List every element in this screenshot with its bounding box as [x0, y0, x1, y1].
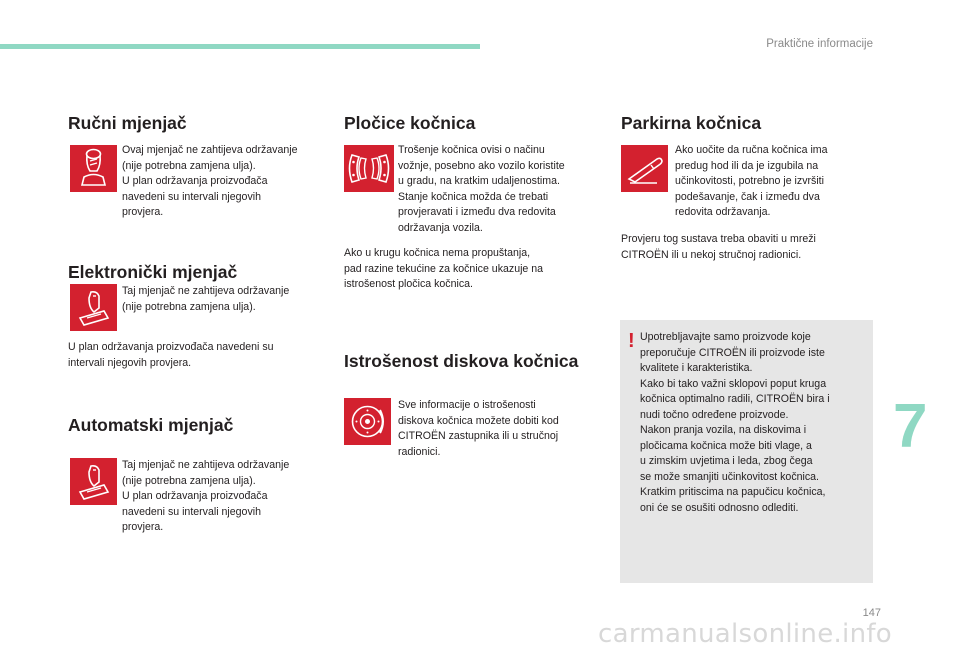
brake-disc-icon [344, 398, 391, 445]
header-accent-bar [0, 44, 480, 49]
brake-discs-text: Sve informacije o istrošenosti diskova kočnica možete dobiti kod CITROËN zastupnika ili u stručnoj radionici. [398, 399, 559, 458]
electronic-gear-lever-icon [70, 284, 117, 331]
automatic-gearbox-text: Taj mjenjač ne zahtijeva održavanje (nije potrebna zamjena ulja). U plan održavanja proizvođača navedeni su intervali njegovih provjera. [122, 459, 290, 533]
automatic-gear-lever-icon [70, 458, 117, 505]
manual-gearbox-title: Ručni mjenjač [68, 113, 187, 133]
parking-brake-title: Parkirna kočnica [621, 113, 762, 133]
electronic-gearbox-extra: U plan održavanja proizvođača navedeni su intervali njegovih provjera. [68, 341, 274, 369]
brake-discs-title: Istrošenost diskova kočnica [344, 351, 579, 371]
parking-brake-text: Ako uočite da ručna kočnica ima predug hod ili da je izgubila na učinkovitosti, potrebno je izvršiti podešavanje, čak i između dva redovita održavanja. [675, 144, 828, 218]
brake-pads-icon [344, 145, 394, 192]
warning-note-text: Upotrebljavajte samo proizvode koje preporučuje CITROËN ili proizvode iste kvalitete i karakteristika. Kako bi tako važni sklopovi poput kruga kočnica optimalno radili, CITROËN bira i nudi točno određene proizvode. Nakon pranja vozila, na diskovima i pločicama kočnica može biti vlage, a u zimskim uvjetima i leda, zbog čega se može smanjiti učinkovitost kočnica. Kratkim pritiscima na papučicu kočnica, oni će se osušiti odnosno odlediti. [640, 331, 830, 514]
exclamation-icon: ! [628, 330, 635, 352]
brake-pads-text: Trošenje kočnica ovisi o načinu vožnje, posebno ako vozilo koristite u gradu, na kratkim udaljenostima. Stanje kočnica možda će trebati provjeravati i između dva redovita održavanja vozila. [398, 144, 565, 234]
brake-pads-title: Pločice kočnica [344, 113, 476, 133]
parking-brake-extra: Provjeru tog sustava treba obaviti u mreži CITROËN ili u nekoj stručnoj radionici. [621, 233, 816, 261]
section-title: Praktične informacije [766, 38, 873, 50]
manual-gearbox-text: Ovaj mjenjač ne zahtijeva održavanje (nije potrebna zamjena ulja). U plan održavanja proizvođača navedeni su intervali njegovih provjera. [122, 144, 298, 218]
chapter-number: 7 [893, 392, 928, 461]
gear-lever-icon [70, 145, 117, 192]
parking-brake-lever-icon [621, 145, 668, 192]
footer-watermark: carmanualsonline.info [598, 619, 893, 649]
automatic-gearbox-title: Automatski mjenjač [68, 415, 234, 435]
electronic-gearbox-title: Elektronički mjenjač [68, 262, 238, 282]
electronic-gearbox-text: Taj mjenjač ne zahtijeva održavanje (nije potrebna zamjena ulja). [122, 285, 290, 313]
brake-pads-extra: Ako u krugu kočnica nema propuštanja, pad razine tekućine za kočnice ukazuje na istrošenost pločica kočnica. [344, 247, 544, 290]
page-number: 147 [862, 607, 881, 619]
